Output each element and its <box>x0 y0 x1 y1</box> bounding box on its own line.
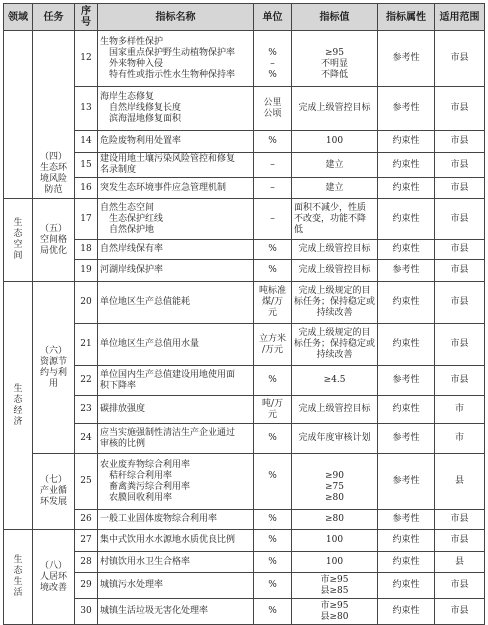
domain-text: 济 <box>13 416 23 427</box>
name-line: 海岸生态修复 <box>100 92 155 102</box>
indicator-name <box>98 31 254 87</box>
indicator-name: 河湖岸线保护率 <box>98 260 254 282</box>
name-line: 国家重点保护野生动植物保护率 <box>109 47 236 58</box>
task-text: （七） <box>39 475 67 485</box>
attribute-cell: 参考性 <box>378 31 435 87</box>
unit-line: 公顷 <box>263 108 282 119</box>
attribute-cell: 约束性 <box>378 324 435 366</box>
task-text: 局优化 <box>39 245 67 256</box>
unit-cell <box>254 31 292 87</box>
scope-cell: 市县 <box>435 510 485 530</box>
name-line: 农膜回收利用率 <box>109 492 173 503</box>
value-line: ≥80 <box>325 492 344 503</box>
domain-text: 生 <box>13 577 23 587</box>
row-number: 29 <box>75 573 98 599</box>
unit-cell: % <box>254 530 292 552</box>
domain-text: 生 <box>13 218 23 228</box>
attribute-cell: 约束性 <box>378 396 435 424</box>
domain-text: 生 <box>13 555 23 565</box>
unit-line: 立方米 <box>258 333 286 344</box>
row-number: 17 <box>75 199 98 240</box>
scope-cell: 市县 <box>435 530 485 552</box>
table-row <box>4 510 485 530</box>
value-line <box>294 37 375 48</box>
attribute-cell: 参考性 <box>378 366 435 396</box>
task-text: 人居环 <box>39 571 67 582</box>
unit-line: 公里 <box>263 97 282 108</box>
attribute-cell: 约束性 <box>378 240 435 260</box>
indicator-table-wrap <box>3 3 485 625</box>
name-line: 名录制度 <box>100 165 137 175</box>
task-text: （八） <box>39 560 67 571</box>
scope-cell: 市县 <box>435 573 485 599</box>
task-text: （五） <box>39 223 67 234</box>
value-cell <box>292 324 378 366</box>
unit-cell: – <box>254 199 292 240</box>
name-line: 特有性或指示性水生物种保持率 <box>109 69 236 80</box>
attribute-cell: 约束性 <box>378 199 435 240</box>
table-row <box>4 31 485 87</box>
name-line: 畜禽粪污综合利用率 <box>109 481 191 492</box>
attribute-cell: 参考性 <box>378 424 435 454</box>
row-number: 22 <box>75 366 98 396</box>
indicator-name <box>98 454 254 510</box>
table-row <box>4 153 485 178</box>
table-row <box>4 573 485 599</box>
unit-line <box>256 493 289 504</box>
domain-cell <box>4 530 33 625</box>
table-row <box>4 552 485 573</box>
value-cell: ≥80 <box>292 510 378 530</box>
value-line: 面积不减少，性质 <box>294 202 367 213</box>
scope-cell: 市县 <box>435 240 485 260</box>
attribute-cell: 参考性 <box>378 87 435 131</box>
table-row <box>4 282 485 324</box>
unit-cell: – <box>254 178 292 199</box>
name-line: 农业废弃物综合利用率 <box>100 459 191 470</box>
table-row <box>4 530 485 552</box>
value-cell <box>292 599 378 625</box>
value-line: 市≥95 <box>320 574 349 585</box>
value-line: ≥75 <box>325 481 344 492</box>
scope-cell: 市县 <box>435 282 485 324</box>
row-number: 21 <box>75 324 98 366</box>
value-line <box>294 460 375 471</box>
header-scope: 适用范围 <box>435 4 485 31</box>
value-cell <box>292 31 378 87</box>
value-line: 完成上级规定的目 <box>298 328 371 338</box>
task-cell <box>33 530 75 625</box>
task-text: 用 <box>48 378 58 389</box>
name-line: 审核的比例 <box>100 438 146 449</box>
row-number: 23 <box>75 396 98 424</box>
unit-line: /万元 <box>261 344 284 355</box>
row-number: 20 <box>75 282 98 324</box>
unit-line: 吨/万 <box>261 398 284 409</box>
value-cell: 完成上级管控目标 <box>292 260 378 282</box>
row-number: 13 <box>75 87 98 131</box>
value-line: 完成上级规定的目 <box>298 286 371 296</box>
row-number: 18 <box>75 240 98 260</box>
unit-line: – <box>270 58 275 69</box>
scope-cell: 市县 <box>435 87 485 131</box>
name-line: 建设用地土壤污染风险管控和修复 <box>100 154 236 164</box>
task-text: 产业循 <box>39 486 67 496</box>
task-cell <box>33 199 75 282</box>
row-number: 28 <box>75 552 98 573</box>
unit-cell <box>254 324 292 366</box>
domain-cell-continued <box>4 31 33 199</box>
domain-text: 生 <box>13 383 23 394</box>
value-line: 低 <box>294 224 304 235</box>
task-text: 境风险 <box>39 173 67 184</box>
row-number: 25 <box>75 454 98 510</box>
name-line: 滨海湿地修复面积 <box>109 114 182 124</box>
value-cell: 建立 <box>292 178 378 199</box>
name-line: 单位国内生产总值建设用地使用面 <box>100 369 236 380</box>
indicator-name: 单位地区生产总值能耗 <box>98 282 254 324</box>
indicator-name <box>98 424 254 454</box>
unit-cell: – <box>254 153 292 178</box>
table-row <box>4 324 485 366</box>
table-row <box>4 396 485 424</box>
unit-line <box>256 460 289 471</box>
header-unit: 单位 <box>254 4 292 31</box>
value-cell: 完成上级管控目标 <box>292 240 378 260</box>
value-cell <box>292 573 378 599</box>
indicator-name: 一般工业固体废物综合利用率 <box>98 510 254 530</box>
unit-cell: % <box>254 260 292 282</box>
row-number: 12 <box>75 31 98 87</box>
table-row <box>4 199 485 240</box>
header-task: 任务 <box>33 4 75 31</box>
indicator-name <box>98 199 254 240</box>
indicator-name: 单位地区生产总值用水量 <box>98 324 254 366</box>
table-row <box>4 454 485 510</box>
scope-cell: 市县 <box>435 199 485 240</box>
attribute-cell: 约束性 <box>378 178 435 199</box>
unit-line: 吨标准 <box>258 286 286 296</box>
name-line: 秸秆综合利用率 <box>109 470 173 481</box>
value-cell: 100 <box>292 552 378 573</box>
indicator-name: 自然岸线保有率 <box>98 240 254 260</box>
unit-cell <box>254 87 292 131</box>
indicator-name: 突发生态环境事件应急管理机制 <box>98 178 254 199</box>
domain-text: 态 <box>13 394 23 405</box>
header-attribute: 指标属性 <box>378 4 435 31</box>
unit-line: % <box>268 47 277 58</box>
task-text: 空间格 <box>39 234 67 245</box>
domain-text: 活 <box>13 588 23 598</box>
table-row <box>4 366 485 396</box>
unit-line <box>256 37 289 48</box>
task-text: 环发展 <box>39 497 67 507</box>
value-cell: 完成上级管控目标 <box>292 396 378 424</box>
indicator-name <box>98 366 254 396</box>
value-line: 不降低 <box>321 69 349 80</box>
value-line: 不改变，功能不降 <box>294 213 367 224</box>
name-line: 自然岸线修复长度 <box>109 103 182 113</box>
value-line: 标任务；保持稳定或 <box>294 297 376 307</box>
task-cell <box>33 454 75 530</box>
value-cell: ≥4.5 <box>292 366 378 396</box>
unit-cell <box>254 282 292 324</box>
table-row <box>4 260 485 282</box>
row-number: 15 <box>75 153 98 178</box>
value-line: 持续改善 <box>316 308 353 318</box>
value-line: 县≥80 <box>320 611 349 622</box>
attribute-cell: 参考性 <box>378 510 435 530</box>
value-line: 县≥85 <box>320 585 349 596</box>
domain-text: 经 <box>13 405 23 416</box>
table-row <box>4 599 485 625</box>
scope-cell: 县 <box>435 454 485 510</box>
value-cell: 完成年度审核计划 <box>292 424 378 454</box>
header-no: 序号 <box>75 4 98 31</box>
domain-text: 态 <box>13 566 23 576</box>
domain-text: 态 <box>13 229 23 239</box>
scope-cell: 市县 <box>435 178 485 199</box>
indicator-table <box>3 3 485 625</box>
unit-line: 煤/万 <box>261 297 284 307</box>
row-number: 26 <box>75 510 98 530</box>
attribute-cell: 约束性 <box>378 552 435 573</box>
row-number: 30 <box>75 599 98 625</box>
table-row <box>4 240 485 260</box>
attribute-cell: 约束性 <box>378 530 435 552</box>
attribute-cell: 参考性 <box>378 454 435 510</box>
header-domain: 领域 <box>4 4 33 31</box>
unit-cell: % <box>254 599 292 625</box>
value-cell <box>292 282 378 324</box>
name-line: 自然保护地 <box>109 224 155 235</box>
scope-cell: 市县 <box>435 324 485 366</box>
header-value: 指标值 <box>292 4 378 31</box>
unit-cell: % <box>254 240 292 260</box>
task-text: 境改善 <box>39 582 67 593</box>
unit-cell: % <box>254 131 292 153</box>
domain-cell <box>4 282 33 530</box>
attribute-cell: 约束性 <box>378 599 435 625</box>
scope-cell: 市 <box>435 396 485 424</box>
unit-cell: % <box>254 573 292 599</box>
task-text: 防范 <box>44 184 63 195</box>
attribute-cell: 约束性 <box>378 573 435 599</box>
value-cell: 完成上级管控目标 <box>292 87 378 131</box>
unit-cell <box>254 454 292 510</box>
unit-line: % <box>268 470 277 481</box>
task-text: 资源节 <box>39 356 67 367</box>
value-cell: 100 <box>292 131 378 153</box>
attribute-cell: 参考性 <box>378 260 435 282</box>
indicator-name: 村镇饮用水卫生合格率 <box>98 552 254 573</box>
unit-cell: % <box>254 552 292 573</box>
attribute-cell: 约束性 <box>378 153 435 178</box>
value-cell: 100 <box>292 530 378 552</box>
domain-cell <box>4 199 33 282</box>
row-number: 19 <box>75 260 98 282</box>
table-row <box>4 131 485 153</box>
indicator-name: 城镇生活垃圾无害化处理率 <box>98 599 254 625</box>
row-number: 27 <box>75 530 98 552</box>
value-line: ≥95 <box>325 47 344 58</box>
domain-text: 间 <box>13 251 23 261</box>
table-row <box>4 87 485 131</box>
row-number: 14 <box>75 131 98 153</box>
header-indicator-name: 指标名称 <box>98 4 254 31</box>
indicator-name: 集中式饮用水水源地水质优良比例 <box>98 530 254 552</box>
value-cell: 建立 <box>292 153 378 178</box>
unit-cell: % <box>254 510 292 530</box>
unit-line <box>256 482 289 493</box>
table-row <box>4 178 485 199</box>
scope-cell: 市县 <box>435 131 485 153</box>
task-cell <box>33 31 75 199</box>
indicator-name <box>98 87 254 131</box>
indicator-name: 危险废物利用处置率 <box>98 131 254 153</box>
scope-cell: 市 <box>435 424 485 454</box>
task-text: （六） <box>39 345 67 356</box>
task-text: （四） <box>39 151 67 162</box>
unit-cell <box>254 396 292 424</box>
value-line: 市≥95 <box>320 600 349 611</box>
scope-cell: 县 <box>435 552 485 573</box>
value-line: ≥90 <box>325 470 344 481</box>
name-line: 生物多样性保护 <box>100 36 164 47</box>
unit-cell: % <box>254 366 292 396</box>
unit-line: 元 <box>267 308 277 318</box>
scope-cell: 市县 <box>435 366 485 396</box>
value-line: 持续改善 <box>316 350 353 360</box>
name-line: 外来物种入侵 <box>109 58 164 69</box>
task-cell <box>33 282 75 454</box>
domain-text: 空 <box>13 240 23 250</box>
row-number: 16 <box>75 178 98 199</box>
value-line: 不明显 <box>321 58 349 69</box>
unit-line: % <box>268 69 277 80</box>
indicator-name <box>98 153 254 178</box>
name-line: 自然生态空间 <box>100 202 155 213</box>
value-cell <box>292 454 378 510</box>
scope-cell: 市县 <box>435 31 485 87</box>
scope-cell: 市县 <box>435 599 485 625</box>
attribute-cell: 约束性 <box>378 131 435 153</box>
name-line: 积下降率 <box>100 380 137 391</box>
name-line: 应当实施强制性清洁生产企业通过 <box>100 427 236 438</box>
header-row <box>4 4 485 31</box>
indicator-name: 城镇污水处理率 <box>98 573 254 599</box>
name-line: 生态保护红线 <box>109 213 164 224</box>
attribute-cell: 约束性 <box>378 282 435 324</box>
scope-cell: 市县 <box>435 153 485 178</box>
value-cell <box>292 199 378 240</box>
scope-cell: 市县 <box>435 260 485 282</box>
unit-cell: % <box>254 424 292 454</box>
unit-line: 元 <box>267 409 277 420</box>
task-text: 约与利 <box>39 367 67 378</box>
task-text: 生态环 <box>39 162 67 173</box>
row-number: 24 <box>75 424 98 454</box>
value-line: 标任务；保持稳定或 <box>294 339 376 349</box>
indicator-name: 碳排放强度 <box>98 396 254 424</box>
table-row <box>4 424 485 454</box>
